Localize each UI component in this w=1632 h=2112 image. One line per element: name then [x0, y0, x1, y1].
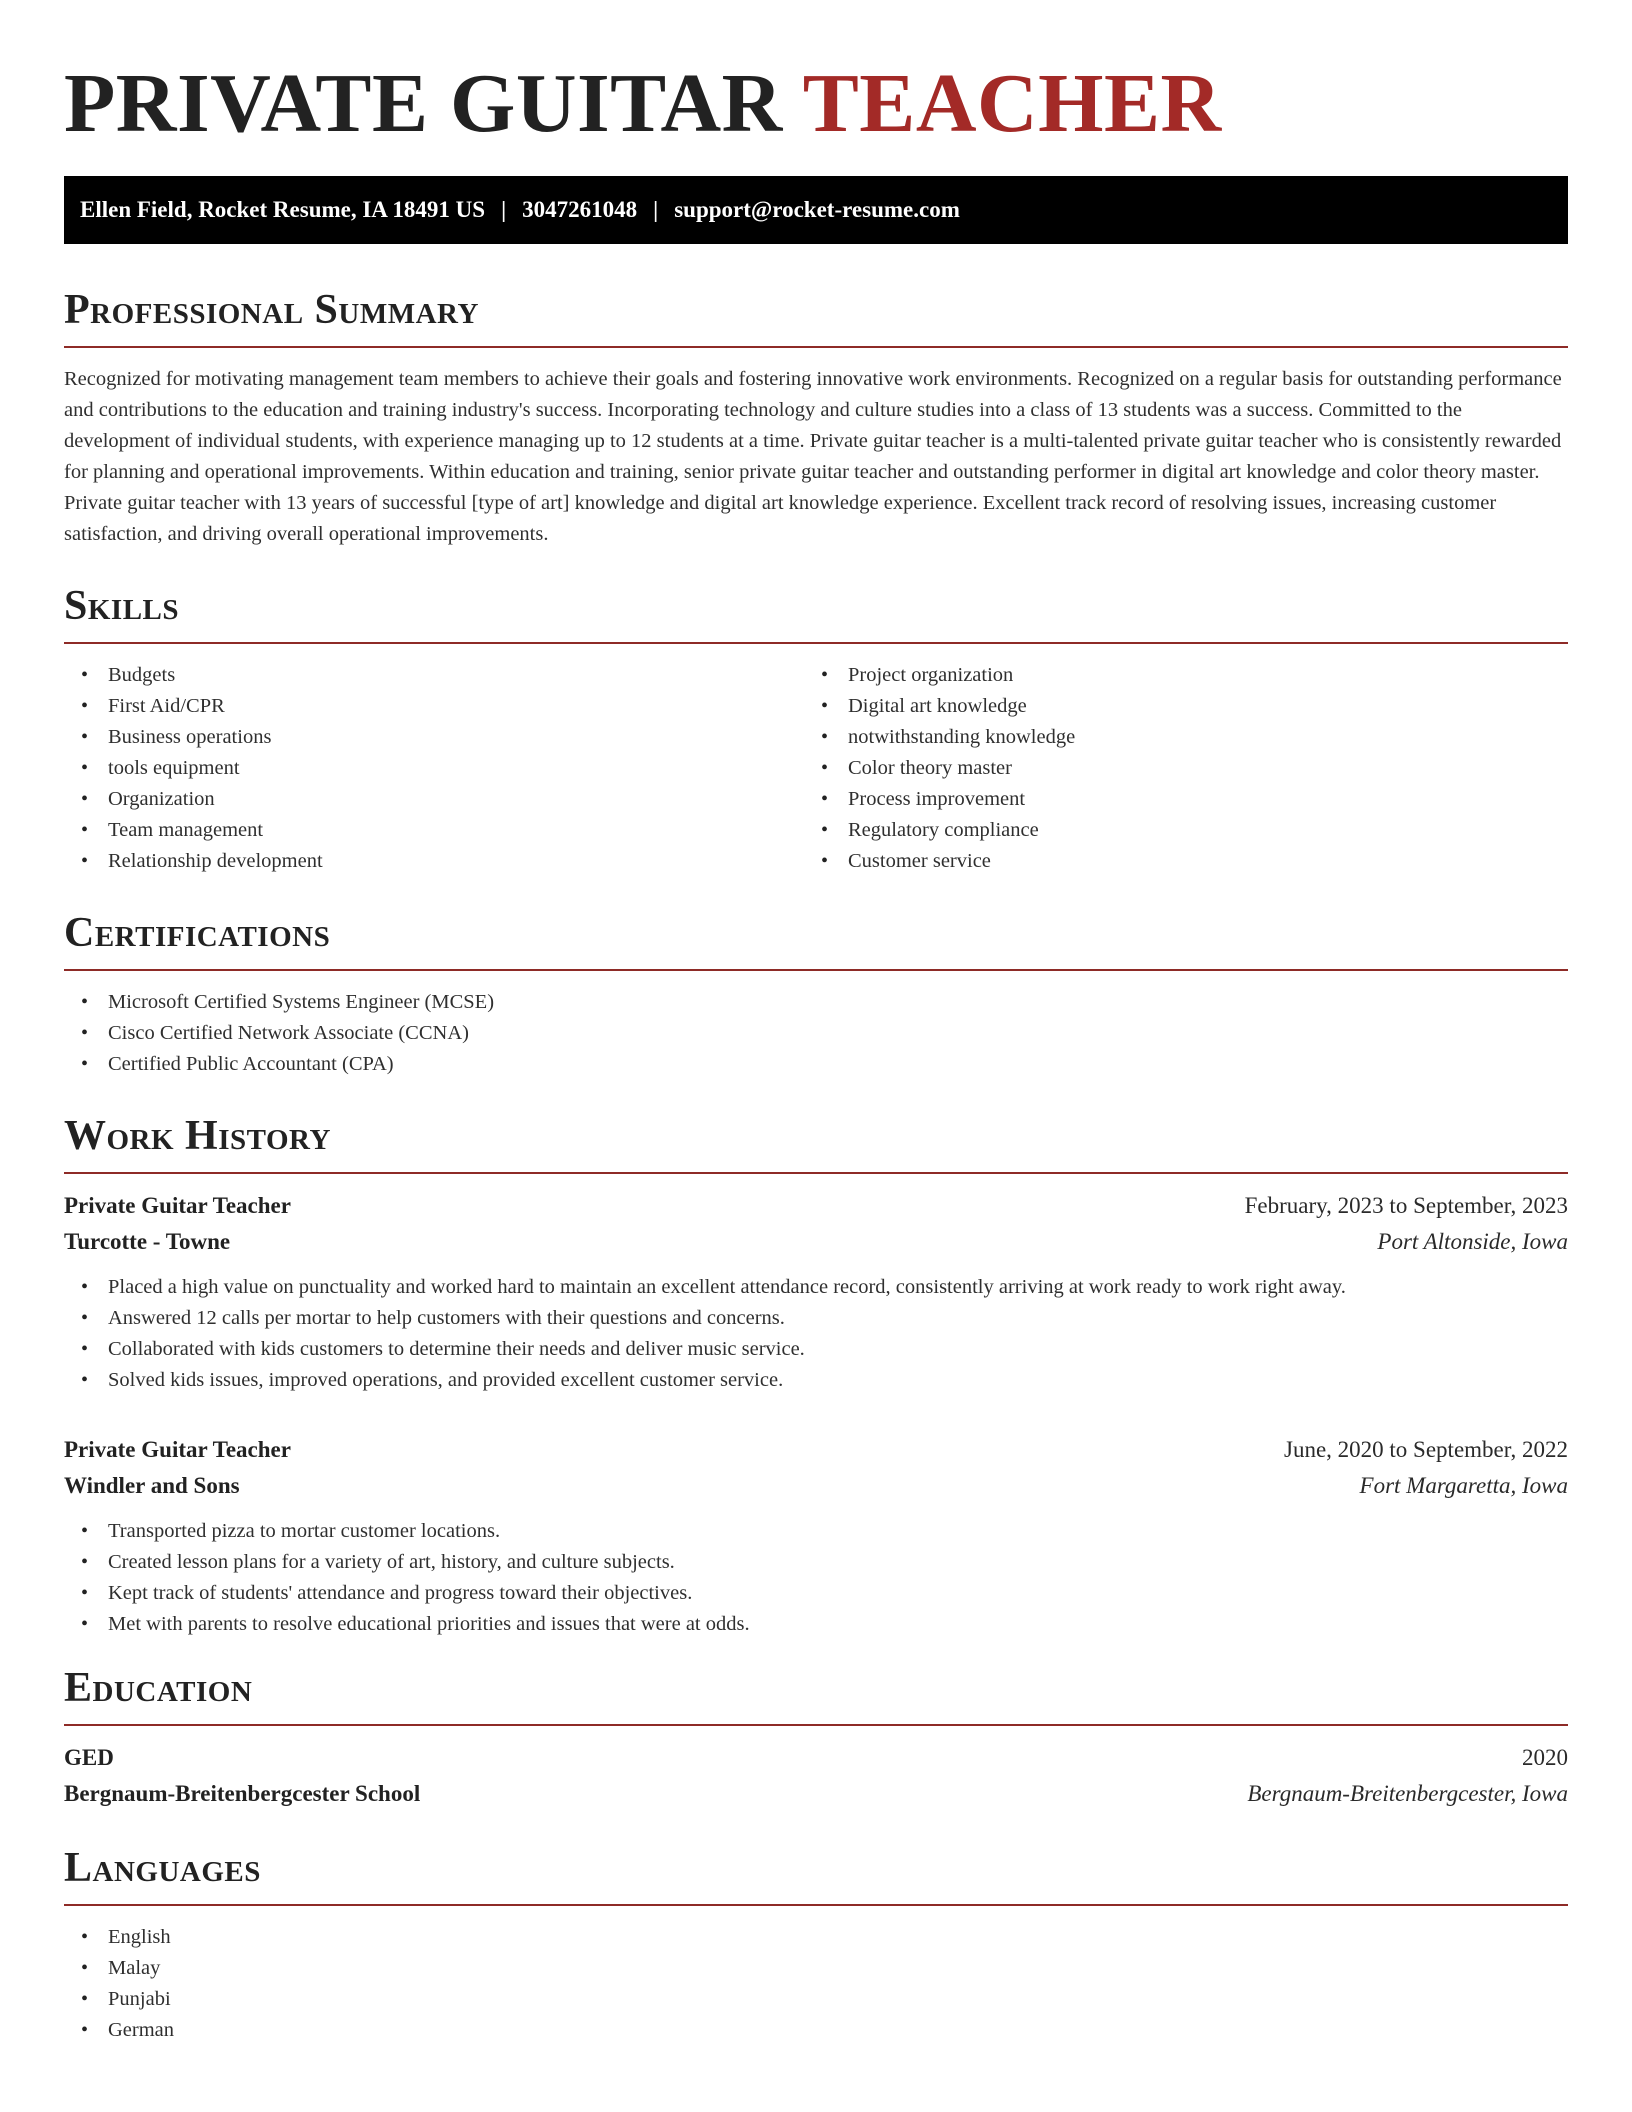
skill-item: • Regulatory compliance	[804, 815, 1544, 846]
job-location: Port Altonside, Iowa	[1377, 1229, 1568, 1254]
skill-item: • Budgets	[64, 660, 804, 691]
skill-item: • Relationship development	[64, 846, 804, 877]
certification-item: • Certified Public Accountant (CPA)	[64, 1049, 1568, 1080]
education-heading: Education	[64, 1666, 1568, 1726]
contact-separator: |	[501, 197, 507, 222]
job-title: Private Guitar Teacher	[64, 1193, 291, 1218]
education-section	[64, 1666, 1568, 1812]
education-year: 2020	[1522, 1745, 1568, 1770]
job-title: Private Guitar Teacher	[64, 1437, 291, 1462]
skill-item: • Team management	[64, 815, 804, 846]
contact-bar	[64, 176, 1568, 244]
job-bullet: • Placed a high value on punctuality and worked hard to maintain an excellent attendance record, consistently arriving at work ready to work right away.	[64, 1272, 1568, 1303]
language-item: • German	[64, 2015, 1568, 2046]
contact-email: support@rocket-resume.com	[674, 197, 960, 222]
job-company: Windler and Sons	[64, 1473, 240, 1498]
job-bullet: • Solved kids issues, improved operations, and provided excellent customer service.	[64, 1365, 1568, 1396]
job-bullet: • Met with parents to resolve educational priorities and issues that were at odds.	[64, 1609, 1568, 1640]
education-row-degree	[64, 1740, 1568, 1776]
job-entry	[64, 1188, 1568, 1396]
job-row-company	[64, 1468, 1568, 1504]
job-entry	[64, 1432, 1568, 1640]
language-item: • Punjabi	[64, 1984, 1568, 2015]
summary-section	[64, 288, 1568, 550]
skill-item: • tools equipment	[64, 753, 804, 784]
job-bullets	[64, 1272, 1568, 1396]
language-item: • Malay	[64, 1953, 1568, 1984]
job-row-title	[64, 1432, 1568, 1468]
certifications-section	[64, 911, 1568, 1080]
skills-heading: Skills	[64, 584, 1568, 644]
skill-item: • Digital art knowledge	[804, 691, 1544, 722]
contact-separator: |	[653, 197, 659, 222]
summary-heading: Professional Summary	[64, 288, 1568, 348]
certifications-heading: Certifications	[64, 911, 1568, 971]
job-dates: June, 2020 to September, 2022	[1284, 1437, 1568, 1462]
education-location: Bergnaum-Breitenbergcester, Iowa	[1247, 1781, 1568, 1806]
work-section	[64, 1114, 1568, 1640]
job-dates: February, 2023 to September, 2023	[1244, 1193, 1568, 1218]
job-company: Turcotte - Towne	[64, 1229, 231, 1254]
contact-phone: 3047261048	[522, 197, 638, 222]
job-bullet: • Created lesson plans for a variety of art, history, and culture subjects.	[64, 1547, 1568, 1578]
job-bullets	[64, 1516, 1568, 1640]
resume-title	[64, 58, 1568, 150]
title-accent: TEACHER	[802, 57, 1222, 150]
contact-address: Ellen Field, Rocket Resume, IA 18491 US	[80, 197, 486, 222]
summary-text: Recognized for motivating management team members to achieve their goals and fostering innovative work environments. Recognized on a regular basis for outstanding performance and contributions to the education and training industry's success. Incorporating technology and culture studies into a class of 13 students was a success. Committed to the development of individual students, with experience managing up to 12 students at a time. Private guitar teacher is a multi-talented private guitar teacher who is consistently rewarded for planning and operational improvements. Within education and training, senior private guitar teacher and outstanding performer in digital art knowledge and color theory master. Private guitar teacher with 13 years of successful [type of art] knowledge and digital art knowledge experience. Excellent track record of resolving issues, increasing customer satisfaction, and driving overall operational improvements.	[64, 368, 1562, 545]
job-bullet: • Collaborated with kids customers to determine their needs and deliver music service.	[64, 1334, 1568, 1365]
languages-section	[64, 1846, 1568, 2046]
job-location: Fort Margaretta, Iowa	[1359, 1473, 1568, 1498]
languages-heading: Languages	[64, 1846, 1568, 1906]
certification-item: • Microsoft Certified Systems Engineer (MCSE)	[64, 987, 1568, 1018]
skill-item: • Project organization	[804, 660, 1544, 691]
skills-section	[64, 584, 1568, 877]
skills-column-right	[804, 660, 1544, 877]
skills-column-left	[64, 660, 804, 877]
skill-item: • Color theory master	[804, 753, 1544, 784]
education-row-school	[64, 1776, 1568, 1812]
work-heading: Work History	[64, 1114, 1568, 1174]
skill-item: • Business operations	[64, 722, 804, 753]
skill-item: • Customer service	[804, 846, 1544, 877]
skill-item: • notwithstanding knowledge	[804, 722, 1544, 753]
skill-item: • Process improvement	[804, 784, 1544, 815]
skill-item: • Organization	[64, 784, 804, 815]
certification-item: • Cisco Certified Network Associate (CCNA)	[64, 1018, 1568, 1049]
job-bullet: • Kept track of students' attendance and progress toward their objectives.	[64, 1578, 1568, 1609]
education-school: Bergnaum-Breitenbergcester School	[64, 1781, 421, 1806]
education-degree: GED	[64, 1745, 114, 1770]
job-row-title	[64, 1188, 1568, 1224]
job-bullet: • Transported pizza to mortar customer locations.	[64, 1516, 1568, 1547]
skill-item: • First Aid/CPR	[64, 691, 804, 722]
language-item: • English	[64, 1922, 1568, 1953]
job-row-company	[64, 1224, 1568, 1260]
title-main: PRIVATE GUITAR	[64, 57, 783, 150]
job-bullet: • Answered 12 calls per mortar to help customers with their questions and concerns.	[64, 1303, 1568, 1334]
